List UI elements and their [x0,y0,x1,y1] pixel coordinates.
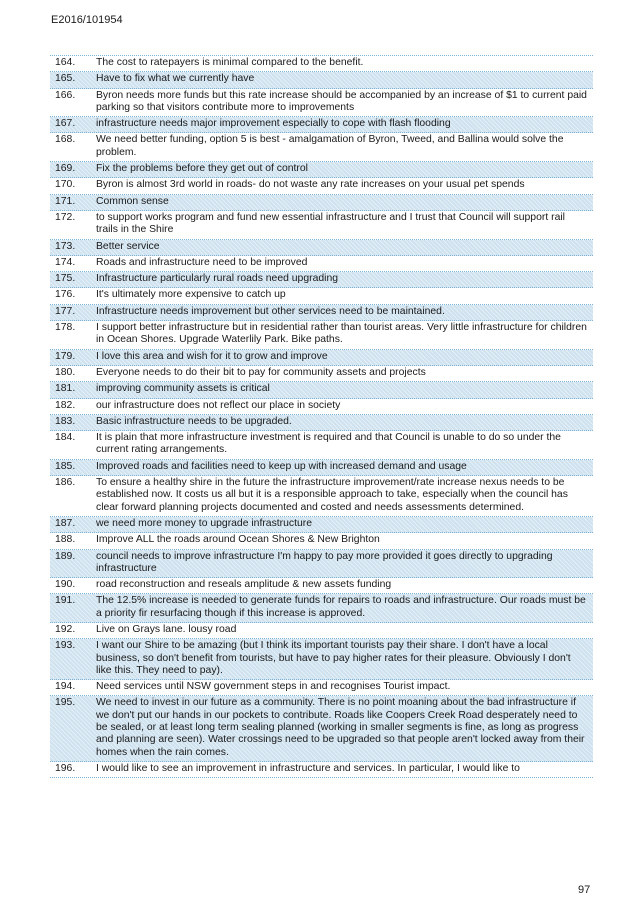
row-comment: Basic infrastructure needs to be upgraded. [96,415,292,427]
row-comment: Byron needs more funds but this rate increase should be accompanied by an increase of $1 to current paid parking so that visitors contribute more to improvements [96,89,587,113]
row-number: 179. [55,350,76,362]
row-comment: Common sense [96,195,169,207]
row-comment: Fix the problems before they get out of control [96,163,308,175]
row-comment: Live on Grays lane. lousy road [96,623,237,635]
table-row [50,623,593,639]
row-comment: our infrastructure does not reflect our place in society [96,399,341,411]
row-number: 182. [55,399,76,411]
row-comment: Infrastructure needs improvement but other services need to be maintained. [96,305,445,317]
row-comment: council needs to improve infrastructure I'm happy to pay more provided it goes directly to upgrading infrastructure [96,550,553,574]
table-row [50,594,593,623]
row-number: 184. [55,432,76,444]
row-comment: I support better infrastructure but in residential rather than tourist areas. Very little infrastructure for children in Ocean Shores. Upgrade Waterlily Park. Bike paths. [96,322,587,346]
table-row [50,696,593,761]
row-number: 176. [55,289,76,301]
table-row [50,399,593,415]
table-row [50,178,593,194]
row-number: 175. [55,273,76,285]
row-number: 169. [55,163,76,175]
table-row [50,162,593,178]
table-row [50,366,593,382]
table-row [50,72,593,88]
row-number: 193. [55,640,76,652]
row-comment: We need better funding, option 5 is best - amalgamation of Byron, Tweed, and Ballina would solve the problem. [96,134,564,158]
table-row [50,321,593,350]
table-row [50,533,593,549]
row-number: 170. [55,179,76,191]
row-comment: road reconstruction and reseals amplitude & new assets funding [96,579,392,591]
row-comment: infrastructure needs major improvement especially to cope with flash flooding [96,118,451,130]
table-row [50,350,593,366]
row-number: 188. [55,534,76,546]
table-row [50,476,593,517]
row-number: 166. [55,89,76,101]
row-comment: Improve ALL the roads around Ocean Shores & New Brighton [96,534,380,546]
row-number: 190. [55,579,76,591]
row-number: 174. [55,256,76,268]
row-comment: Need services until NSW government steps in and recognises Tourist impact. [96,681,451,693]
row-number: 196. [55,762,76,774]
row-comment: We need to invest in our future as a community. There is no point moaning about the bad infrastructure if we don't put our hands in our pockets to contribute. Roads like Coopers Creek Road desperately need to be sealed, or at least long term sealing planned (working in smaller segments is fine, as long as progress and planning are seen). Water crossings need to be upgraded so that people aren't locked away from their homes when the rain comes. [96,697,585,758]
table-row [50,431,593,460]
table-row [50,415,593,431]
row-number: 189. [55,550,76,562]
row-number: 187. [55,517,76,529]
row-number: 164. [55,57,76,68]
row-number: 171. [55,195,76,207]
table-row [50,550,593,579]
table-row [50,680,593,696]
row-comment: The cost to ratepayers is minimal compared to the benefit. [96,57,364,68]
row-number: 191. [55,595,76,607]
row-number: 183. [55,415,76,427]
row-number: 165. [55,73,76,85]
row-number: 173. [55,240,76,252]
row-number: 181. [55,383,76,395]
table-row [50,195,593,211]
row-comment: I want our Shire to be amazing (but I think its important tourists pay their share. I don't have a local business, so don't benefit from tourists, but have to pay higher rates for their pleasure. Obviously I don't like this. They need to pay). [96,640,571,676]
row-number: 168. [55,134,76,146]
row-comment: improving community assets is critical [96,383,270,395]
row-comment: Better service [96,240,160,252]
table-row [50,133,593,162]
table-row [50,305,593,321]
row-comment: It is plain that more infrastructure investment is required and that Council is unable to do so under the current rating arrangements. [96,432,561,456]
row-comment: Improved roads and facilities need to keep up with increased demand and usage [96,460,467,472]
table-row [50,382,593,398]
table-row [50,517,593,533]
page-number: 97 [578,884,591,896]
row-comment: I would like to see an improvement in infrastructure and services. In particular, I would like to [96,762,520,774]
table-row [50,89,593,118]
row-number: 178. [55,322,76,334]
row-comment: To ensure a healthy shire in the future the infrastructure improvement/rate increase nexus needs to be established now. It costs us all but it is a responsible approach to take, especially when the council has clear forward planning projects documented and costed and needs assessments determined. [96,477,568,513]
row-number: 180. [55,366,76,378]
row-number: 192. [55,623,76,635]
table-row [50,578,593,594]
row-comment: Have to fix what we currently have [96,73,255,85]
table-row [50,272,593,288]
comments-table [50,55,593,778]
table-row [50,56,593,72]
row-number: 185. [55,460,76,472]
row-comment: Infrastructure particularly rural roads need upgrading [96,273,338,285]
row-number: 195. [55,697,76,709]
row-comment: Everyone needs to do their bit to pay for community assets and projects [96,366,426,378]
row-number: 194. [55,681,76,693]
row-comment: Roads and infrastructure need to be improved [96,256,308,268]
table-row [50,639,593,680]
row-number: 172. [55,211,76,223]
row-number: 177. [55,305,76,317]
table-row [50,211,593,240]
row-comment: It's ultimately more expensive to catch up [96,289,286,301]
row-comment: The 12.5% increase is needed to generate funds for repairs to roads and infrastructure. Our roads must be a priority fir resurfacing though if this increase is approved. [96,595,586,619]
table-row [50,460,593,476]
row-number: 186. [55,477,76,489]
row-comment: Byron is almost 3rd world in roads- do not waste any rate increases on your usual pet spends [96,179,525,191]
table-row [50,117,593,133]
document-reference: E2016/101954 [51,14,123,26]
row-comment: we need more money to upgrade infrastructure [96,517,313,529]
table-row [50,288,593,304]
row-comment: I love this area and wish for it to grow and improve [96,350,328,362]
row-comment: to support works program and fund new essential infrastructure and I trust that Council will support rail trails in the Shire [96,211,565,236]
table-row [50,256,593,272]
table-row [50,762,593,778]
row-number: 167. [55,118,76,130]
table-row [50,240,593,256]
